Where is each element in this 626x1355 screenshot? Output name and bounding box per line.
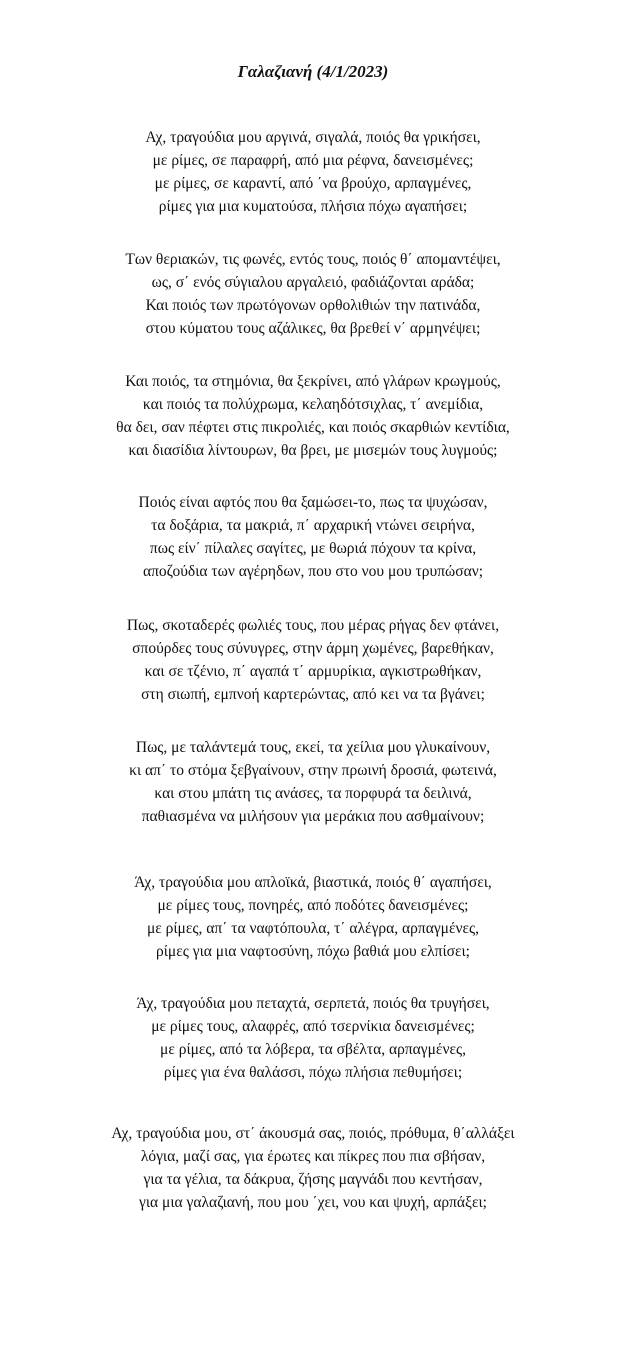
stanza-line: αποζούδια των αγέρηδων, που στο νου μου τρυπώσαν; bbox=[142, 563, 484, 580]
stanza-line: και στου μπάτη τις ανάσες, τα πορφυρά τα δειλινά, bbox=[154, 785, 472, 802]
stanza-line: Και ποιός των πρωτόγονων ορθολιθιών την πατινάδα, bbox=[145, 297, 481, 314]
stanza-line: με ρίμες, σε καραντί, από ΄να βρούχο, αρπαγμένες, bbox=[154, 175, 472, 192]
stanza-line: ως, σ΄ ενός σύγιαλου αργαλειό, φαδιάζονται αράδα; bbox=[151, 274, 475, 291]
stanza-line: για τα γέλια, τα δάκρυα, ζήσης μαγνάδι που κεντήσαν, bbox=[143, 1171, 483, 1188]
stanza-6 bbox=[0, 736, 626, 828]
stanza-line: με ρίμες τους, αλαφρές, από τσερνίκια δανεισμένες; bbox=[151, 1018, 475, 1035]
stanza-line: ρίμες για ένα θαλάσσι, πόχω πλήσια πεθυμήσει; bbox=[163, 1064, 463, 1081]
stanza-line: Ποιός είναι αφτός που θα ξαμώσει-το, πως τα ψυχώσαν, bbox=[138, 494, 488, 511]
stanza-7 bbox=[0, 871, 626, 963]
stanza-line: πως είν΄ πίλαλες σαγίτες, με θωριά πόχουν τα κρίνα, bbox=[149, 540, 477, 557]
stanza-3 bbox=[0, 370, 626, 462]
poem-title: Γαλαζιανή (4/1/2023) bbox=[237, 62, 389, 81]
stanza-8 bbox=[0, 992, 626, 1084]
stanza-line: Άχ, τραγούδια μου πεταχτά, σερπετά, ποιός θα τρυγήσει, bbox=[136, 995, 490, 1012]
stanza-9 bbox=[0, 1122, 626, 1214]
stanza-line: στου κύματου τους αζάλικες, θα βρεθεί ν΄ αρμηνέψει; bbox=[145, 320, 481, 337]
stanza-line: Των θεριακών, τις φωνές, εντός τους, ποιός θ΄ απομαντέψει, bbox=[125, 251, 501, 268]
stanza-line: με ρίμες τους, πονηρές, από ποδότες δανεισμένες; bbox=[157, 897, 469, 914]
stanza-line: Πως, σκοταδερές φωλιές τους, που μέρας ρήγας δεν φτάνει, bbox=[126, 617, 500, 634]
stanza-1 bbox=[0, 126, 626, 218]
stanza-line: κι απ΄ το στόμα ξεβγαίνουν, στην πρωινή δροσιά, φωτεινά, bbox=[129, 762, 497, 779]
stanza-line: και σε τζένιο, π΄ αγαπά τ΄ αρμυρίκια, αγκιστρωθήκαν, bbox=[144, 663, 482, 680]
stanza-line: με ρίμες, απ΄ τα ναφτόπουλα, τ΄ αλέγρα, αρπαγμένες, bbox=[146, 920, 480, 937]
stanza-5 bbox=[0, 614, 626, 706]
stanza-line: λόγια, μαζί σας, για έρωτες και πίκρες που πια σβήσαν, bbox=[140, 1148, 486, 1165]
stanza-4 bbox=[0, 491, 626, 583]
stanza-line: Πως, με ταλάντεμά τους, εκεί, τα χείλια μου γλυκαίνουν, bbox=[135, 739, 491, 756]
stanza-line: για μια γαλαζιανή, που μου ΄χει, νου και ψυχή, αρπάξει; bbox=[139, 1194, 487, 1211]
stanza-line: ρίμες για μια κυματούσα, πλήσια πόχω αγαπήσει; bbox=[158, 198, 468, 215]
stanza-line: με ρίμες, σε παραφρή, από μια ρέφνα, δανεισμένες; bbox=[152, 152, 474, 169]
stanza-line: Και ποιός, τα στημόνια, θα ξεκρίνει, από γλάρων κρωγμούς, bbox=[125, 373, 501, 390]
stanza-line: με ρίμες, από τα λόβερα, τα σβέλτα, αρπαγμένες, bbox=[160, 1041, 466, 1058]
stanza-line: και διασίδια λίντουρων, θα βρει, με μισεμών τους λυγμούς; bbox=[128, 442, 498, 459]
stanza-line: Άχ, τραγούδια μου απλοϊκά, βιαστικά, ποιός θ΄ αγαπήσει, bbox=[134, 874, 492, 891]
stanza-line: τα δοξάρια, τα μακριά, π΄ αρχαρική ντώνει σειρήνα, bbox=[151, 517, 475, 534]
stanza-line: παθιασμένα να μιλήσουν για μεράκια που ασθμαίνουν; bbox=[141, 808, 485, 825]
stanza-line: ρίμες για μια ναφτοσύνη, πόχω βαθιά μου ελπίσει; bbox=[156, 943, 470, 960]
stanza-line: Αχ, τραγούδια μου, στ΄ άκουσμά σας, ποιός, πρόθυμα, θ΄αλλάξει bbox=[111, 1125, 515, 1142]
stanza-line: σπούρδες τους σύνυγρες, στην άρμη χωμένες, βαρεθήκαν, bbox=[132, 640, 494, 657]
stanza-line: στη σιωπή, εμπνοή καρτερώντας, από κει να τα βγάνει; bbox=[141, 686, 485, 703]
stanza-line: Αχ, τραγούδια μου αργινά, σιγαλά, ποιός θα γρικήσει, bbox=[145, 129, 481, 146]
stanza-line: και ποιός τα πολύχρωμα, κελαηδότσιχλας, τ΄ ανεμίδια, bbox=[142, 396, 484, 413]
stanza-2 bbox=[0, 248, 626, 340]
stanza-line: θα δει, σαν πέφτει στις πικρολιές, και ποιός σκαρθιών κεντίδια, bbox=[116, 419, 510, 436]
